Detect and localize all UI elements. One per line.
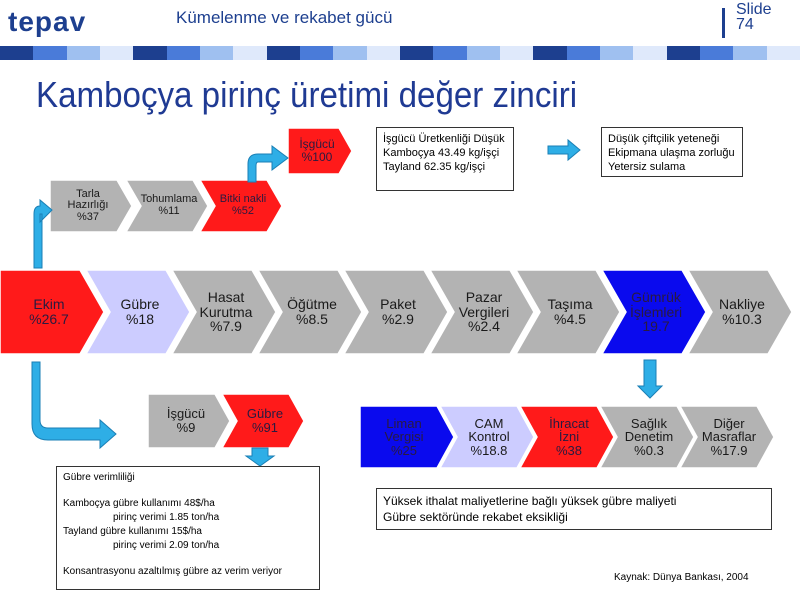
main-chain-step-label: Taşıma %4.5 (547, 296, 593, 327)
fertilizer-substep-label: İşgücü %9 (166, 406, 206, 435)
stripe-segment (567, 46, 600, 60)
stripe-segment (333, 46, 366, 60)
box-line: Düşük çiftçilik yeteneği (608, 133, 720, 145)
box-line: Ekipmana ulaşma zorluğu (608, 147, 735, 159)
box-line: Kamboçya gübre kullanımı 48$/ha (63, 498, 215, 509)
fertilizer-substep (222, 394, 304, 448)
stripe-segment (300, 46, 333, 60)
stripe-segment (767, 46, 800, 60)
fertilizer-efficiency-box (56, 466, 320, 590)
main-chain-step-label: Gümrük İşlemleri 19.7 (629, 288, 683, 335)
logo: tepav (8, 6, 87, 37)
box-line: pirinç verimi 1.85 ton/ha (113, 512, 220, 523)
box-line: pirinç verimi 2.09 ton/ha (113, 540, 220, 551)
curved-arrow-icon (248, 146, 288, 182)
box-line: Konsantrasyonu azaltılmış gübre az verim veriyor (63, 566, 282, 577)
ekim-substep-label: Tarla Hazırlığı %37 (67, 187, 109, 223)
l-arrow-icon (32, 362, 116, 448)
main-chain-step (688, 270, 792, 354)
customs-substep (680, 406, 774, 468)
stripe-segment (633, 46, 666, 60)
ekim-substep (50, 180, 132, 232)
main-chain-step-label: Pazar Vergileri %2.4 (458, 288, 510, 335)
fertilizer-substep-label: Gübre %91 (246, 406, 284, 435)
stripe-segment (600, 46, 633, 60)
stripe-segment (267, 46, 300, 60)
fertilizer-substep (148, 394, 230, 448)
labor-step-label: İşgücü %100 (299, 137, 335, 164)
header-divider (722, 8, 725, 38)
main-chain-step-label: Paket %2.9 (380, 296, 416, 327)
stripe-segment (667, 46, 700, 60)
ekim-substep-label: Bitki nakli %52 (219, 193, 267, 217)
stripe-segment (500, 46, 533, 60)
import-cost-box (376, 488, 772, 530)
decorative-stripe (0, 46, 800, 60)
down-arrow-icon (246, 448, 274, 466)
box-line: Kamboçya 43.49 kg/işçi (383, 147, 500, 159)
stripe-segment (33, 46, 66, 60)
box-line: Tayland 62.35 kg/işçi (383, 161, 486, 173)
right-arrow-icon (548, 140, 580, 160)
farmer-issues-box (601, 127, 743, 177)
ekim-substep (200, 180, 282, 232)
customs-substep-label: Liman Vergisi %25 (384, 415, 424, 458)
stripe-segment (133, 46, 166, 60)
main-chain-step-label: Nakliye %10.3 (719, 296, 765, 327)
stripe-segment (533, 46, 566, 60)
stripe-segment (100, 46, 133, 60)
slide-indicator (736, 2, 772, 32)
slide-number: 74 (736, 16, 754, 33)
labor-step (288, 128, 352, 174)
stripe-segment (733, 46, 766, 60)
box-line: Gübre verimliliği (63, 472, 135, 483)
main-chain-step-label: Öğütme %8.5 (287, 296, 337, 327)
main-chain-step-label: Gübre %18 (120, 296, 160, 327)
stripe-segment (233, 46, 266, 60)
stripe-segment (67, 46, 100, 60)
labor-productivity-box (376, 127, 514, 191)
stripe-segment (433, 46, 466, 60)
header-title: Kümelenme ve rekabet gücü (176, 8, 393, 27)
main-chain-step-label: Ekim %26.7 (29, 296, 69, 327)
stripe-segment (367, 46, 400, 60)
stripe-segment (400, 46, 433, 60)
source-citation: Kaynak: Dünya Bankası, 2004 (614, 572, 749, 583)
customs-substep-label: CAM Kontrol %18.8 (468, 415, 510, 458)
ekim-substep (126, 180, 208, 232)
box-line: İşgücü Üretkenliği Düşük (383, 133, 505, 145)
stripe-segment (700, 46, 733, 60)
box-line: Gübre sektöründe rekabet eksikliği (383, 510, 568, 524)
stripe-segment (0, 46, 33, 60)
customs-substep-label: İhracat İzni %38 (549, 415, 589, 458)
customs-substep-label: Diğer Masraflar %17.9 (701, 415, 757, 458)
page-title: Kamboçya pirinç üretimi değer zinciri (36, 74, 578, 115)
slide-label: Slide (736, 1, 772, 18)
header-bar (0, 0, 800, 46)
box-line: Yüksek ithalat maliyetlerine bağlı yüksek gübre maliyeti (383, 494, 677, 508)
stripe-segment (467, 46, 500, 60)
ekim-substep-label: Tohumlama %11 (140, 193, 198, 217)
main-chain-step-label: Hasat Kurutma %7.9 (199, 288, 253, 335)
stripe-segment (200, 46, 233, 60)
customs-substep-label: Sağlık Denetim %0.3 (624, 415, 674, 458)
box-line: Tayland gübre kullanımı 15$/ha (63, 526, 202, 537)
box-line: Yetersiz sulama (608, 161, 686, 173)
stripe-segment (167, 46, 200, 60)
down-arrow-icon (638, 360, 662, 398)
